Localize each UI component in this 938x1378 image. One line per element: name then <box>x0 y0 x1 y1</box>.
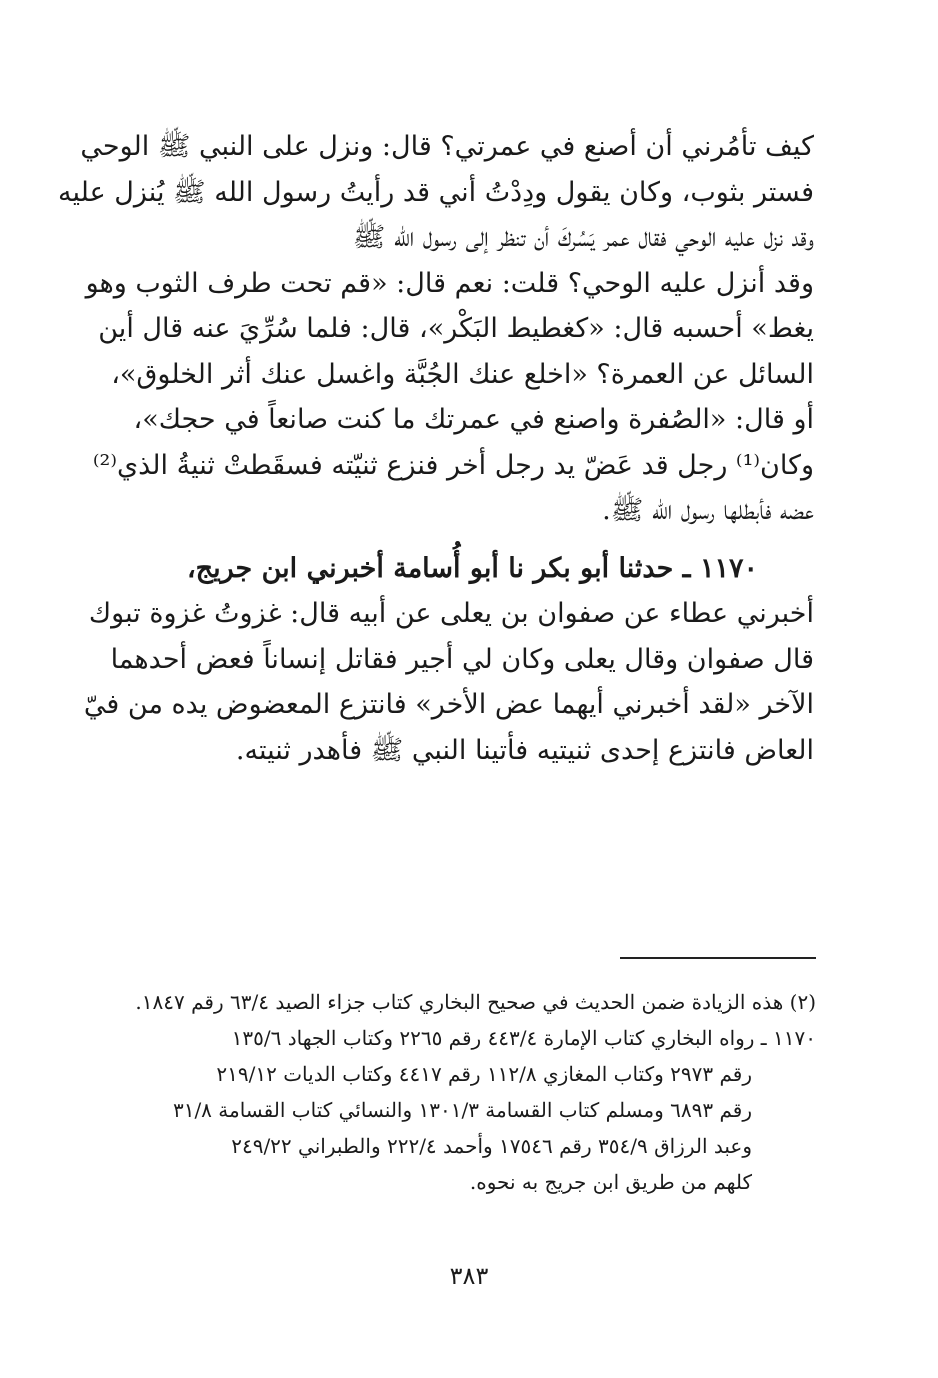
text-line: فستر بثوب، وكان يقول ودِدْتُ أني قد رأيتُ رسول الله ﷺ يُنزل عليه <box>58 176 814 208</box>
text-line: السائل عن العمرة؟ «اخلع عنك الجُبَّة واغسل عنك أثر الخلوق»، <box>111 358 814 390</box>
text-line: وقد نزل عليه الوحي فقال عمر يَسُركَ أن تنظر إلى رسول الله ﷺ <box>352 222 814 253</box>
footnote-divider <box>620 957 816 959</box>
footnote-1170-line: رقم ٢٩٧٣ وكتاب المغازي ١١٢/٨ رقم ٤٤١٧ وكتاب الديات ٢١٩/١٢ <box>216 1062 752 1086</box>
text-line: الآخر «لقد أخبرني أيهما عض الأخر» فانتزع المعضوض يده من فيّ <box>83 689 814 720</box>
footnotes <box>135 984 816 1200</box>
footnote-2: (٢) هذه الزيادة ضمن الحديث في صحيح البخاري كتاب جزاء الصيد ٦٣/٤ رقم ١٨٤٧. <box>135 990 816 1014</box>
page-number: ٣٨٣ <box>449 1262 489 1290</box>
text-line: يغط» أحسبه قال: «كغطيط البَكْر»، قال: فلما سُرِّيَ عنه قال أين <box>98 313 814 344</box>
hadith-heading-line: ١١٧٠ ـ حدثنا أبو بكر نا أبو أُسامة أخبرني ابن جريج، <box>186 552 758 584</box>
text-line: عضه فأبطلها رسول الله ﷺ. <box>602 495 814 526</box>
main-text <box>58 124 814 773</box>
text-line: العاض فانتزع إحدى ثنيتيه فأتينا النبي ﷺ فأهدر ثنيته. <box>235 734 814 766</box>
footnote-1170-line: وعبد الرزاق ٣٥٤/٩ رقم ١٧٥٤٦ وأحمد ٢٢٢/٤ والطبراني ٢٤٩/٢٢ <box>231 1134 752 1158</box>
text-line: وقد أنزل عليه الوحي؟ قلت: نعم قال: «قم تحت طرف الثوب وهو <box>85 267 814 299</box>
footnote-1170-line: كلهم من طريق ابن جريج به نحوه. <box>469 1170 752 1194</box>
text-line: قال صفوان وقال يعلى وكان لي أجير فقاتل إنساناً فعض أحدهما <box>110 643 814 675</box>
text-line: كيف تأمُرني أن أصنع في عمرتي؟ قال: ونزل على النبي ﷺ الوحي <box>80 131 814 162</box>
paragraph-gap <box>128 534 814 546</box>
text-line: أو قال: «الصُفرة واصنع في عمرتك ما كنت صانعاً في حجك»، <box>133 404 814 435</box>
text-line: أخبرني عطاء عن صفوان بن يعلى عن أبيه قال: غزوتُ غزوة تبوك <box>88 598 814 629</box>
footnote-1170-line: رقم ٦٨٩٣ ومسلم كتاب القسامة ١٣٠١/٣ والنسائي كتاب القسامة ٣١/٨ <box>172 1098 752 1122</box>
footnote-1170-line: ١١٧٠ ـ رواه البخاري كتاب الإمارة ٤٤٣/٤ رقم ٢٢٦٥ وكتاب الجهاد ١٣٥/٦ <box>231 1026 816 1050</box>
text-line: وكان⁽¹⁾ رجل قد عَضّ يد رجل أخر فنزع ثنيّته فسقَطتْ ثنيةُ الذي⁽²⁾ <box>92 449 814 481</box>
